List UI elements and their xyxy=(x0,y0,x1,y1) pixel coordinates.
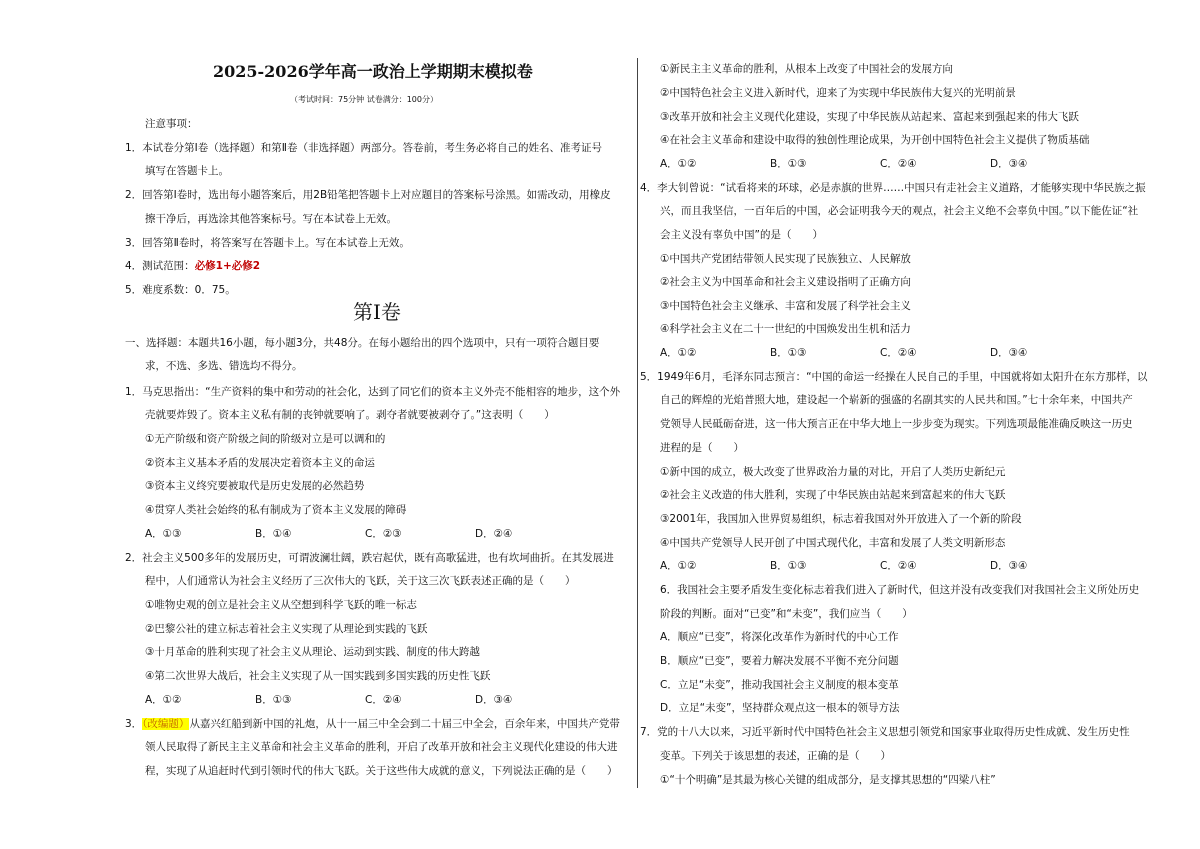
instructions-line: 求，不选、多选、错选均不得分。 xyxy=(145,360,303,372)
notice-line: 填写在答题卡上。 xyxy=(145,165,229,177)
q5-options xyxy=(660,559,1100,573)
q4-stem: 4．李大钊曾说：“试看将来的环球，必是赤旗的世界……中国只有走社会主义道路，才能够实现中华民族之振 xyxy=(640,182,1146,194)
option-d[interactable]: D．③④ xyxy=(990,560,1028,572)
instructions-line: 一、选择题：本题共16小题，每小题3分，共48分。在每小题给出的四个选项中，只有一项符合题目要 xyxy=(125,337,600,349)
q3-item: ①新民主主义革命的胜利，从根本上改变了中国社会的发展方向 xyxy=(660,63,953,75)
q3-item: ②中国特色社会主义进入新时代，迎来了为实现中华民族伟大复兴的光明前景 xyxy=(660,87,1016,99)
q3-stem xyxy=(125,717,620,731)
notice-line: 擦干净后，再选涂其他答案标号。写在本试卷上无效。 xyxy=(145,213,397,225)
q1-item: ③资本主义终究要被取代是历史发展的必然趋势 xyxy=(145,480,365,492)
q5-stem: 5．1949年6月，毛泽东同志预言：“中国的命运一经操在人民自己的手里，中国就将如太阳升在东方那样，以 xyxy=(640,371,1148,383)
option-b[interactable]: B．①③ xyxy=(770,560,807,572)
option-b[interactable]: B．①③ xyxy=(770,158,807,170)
notice-heading: 注意事项： xyxy=(145,118,198,130)
column-divider xyxy=(637,58,638,788)
difficulty: 5．难度系数：0．75。 xyxy=(125,284,236,296)
q2-options xyxy=(145,693,585,707)
q5-item: ④中国共产党领导人民开创了中国式现代化，丰富和发展了人类文明新形态 xyxy=(660,537,1006,549)
notice-line: 1．本试卷分第Ⅰ卷（选择题）和第Ⅱ卷（非选择题）两部分。答卷前，考生务必将自己的姓名、准考证号 xyxy=(125,142,602,154)
q5-item: ②社会主义改造的伟大胜利，实现了中华民族由站起来到富起来的伟大飞跃 xyxy=(660,489,1006,501)
q1-options xyxy=(145,527,585,541)
q2-item: ②巴黎公社的建立标志着社会主义实现了从理论到实践的飞跃 xyxy=(145,623,428,635)
q2-item: ①唯物史观的创立是社会主义从空想到科学飞跃的唯一标志 xyxy=(145,599,417,611)
option-d[interactable]: D．③④ xyxy=(475,694,513,706)
q2-stem: 程中，人们通常认为社会主义经历了三次伟大的飞跃，关于这三次飞跃表述正确的是（ ） xyxy=(145,575,576,587)
q6-stem: 6．我国社会主要矛盾发生变化标志着我们进入了新时代，但这并没有改变我们对我国社会主义所处历史 xyxy=(660,584,1140,596)
option-d[interactable]: D．③④ xyxy=(990,347,1028,359)
option-a[interactable]: A．①② xyxy=(660,560,697,572)
option-c[interactable]: C．②④ xyxy=(880,158,917,170)
q7-stem: 7．党的十八大以来，习近平新时代中国特色社会主义思想引领党和国家事业取得历史性成就、发生历史性 xyxy=(640,726,1130,738)
section-title: 第Ⅰ卷 xyxy=(353,300,401,324)
q7-stem: 变革。下列关于该思想的表述，正确的是（ ） xyxy=(660,750,891,762)
q5-stem: 自己的辉煌的光焰普照大地，建设起一个崭新的强盛的名副其实的人民共和国。”七十余年来，中国共产 xyxy=(660,394,1133,406)
q6-option[interactable]: B．顺应“已变”，要着力解决发展不平衡不充分问题 xyxy=(660,655,899,667)
q6-stem: 阶段的判断。面对“已变”和“未变”，我们应当（ ） xyxy=(660,608,913,620)
q6-option[interactable]: D．立足“未变”，坚持群众观点这一根本的领导方法 xyxy=(660,702,900,714)
q5-item: ①新中国的成立，极大改变了世界政治力量的对比，开启了人类历史新纪元 xyxy=(660,466,1006,478)
q5-item: ③2001年，我国加入世界贸易组织，标志着我国对外开放进入了一个新的阶段 xyxy=(660,513,1022,525)
option-c[interactable]: C．②④ xyxy=(880,560,917,572)
q5-stem: 进程的是（ ） xyxy=(660,442,744,454)
q3-item: ④在社会主义革命和建设中取得的独创性理论成果，为开创中国特色社会主义提供了物质基础 xyxy=(660,134,1090,146)
q4-options xyxy=(660,346,1100,360)
q3-stem: 程，实现了从追赶时代到引领时代的伟大飞跃。关于这些伟大成就的意义，下列说法正确的是（ ） xyxy=(145,765,618,777)
notice-line: 3．回答第Ⅱ卷时，将答案写在答题卡上。写在本试卷上无效。 xyxy=(125,237,410,249)
q1-stem: 壳就要炸毁了。资本主义私有制的丧钟就要响了。剥夺者就要被剥夺了。”这表明（ ） xyxy=(145,409,555,421)
q4-item: ④科学社会主义在二十一世纪的中国焕发出生机和活力 xyxy=(660,323,911,335)
test-scope-label: 4．测试范围： xyxy=(125,260,195,272)
page-title: 2025-2026学年高一政治上学期期末模拟卷 xyxy=(213,62,533,81)
q7-item: ①“十个明确”是其最为核心关键的组成部分，是支撑其思想的“四梁八柱” xyxy=(660,774,996,786)
notice-line: 2．回答第Ⅰ卷时，选出每小题答案后，用2B铅笔把答题卡上对应题目的答案标号涂黑。如需改动，用橡皮 xyxy=(125,189,611,201)
option-a[interactable]: A．①② xyxy=(660,347,697,359)
q3-stem: 领人民取得了新民主主义革命和社会主义革命的胜利，开启了改革开放和社会主义现代化建设的伟大进 xyxy=(145,741,618,753)
q1-item: ②资本主义基本矛盾的发展决定着资本主义的命运 xyxy=(145,457,375,469)
q3-options xyxy=(660,157,1100,171)
option-b[interactable]: B．①④ xyxy=(255,528,292,540)
q3-stem-first: 从嘉兴红船到新中国的礼炮，从十一届三中全会到二十届三中全会，百余年来，中国共产党带 xyxy=(189,718,620,730)
q4-item: ②社会主义为中国革命和社会主义建设指明了正确方向 xyxy=(660,276,911,288)
q4-item: ①中国共产党团结带领人民实现了民族独立、人民解放 xyxy=(660,253,911,265)
q2-item: ④第二次世界大战后，社会主义实现了从一国实践到多国实践的历史性飞跃 xyxy=(145,670,491,682)
option-d[interactable]: D．②④ xyxy=(475,528,513,540)
option-b[interactable]: B．①③ xyxy=(255,694,292,706)
q4-item: ③中国特色社会主义继承、丰富和发展了科学社会主义 xyxy=(660,300,911,312)
q1-item: ④贯穿人类社会始终的私有制成为了资本主义发展的障碍 xyxy=(145,504,407,516)
test-scope xyxy=(125,259,260,273)
q1-stem: 1．马克思指出：“生产资料的集中和劳动的社会化，达到了同它们的资本主义外壳不能相容的地步，这个外 xyxy=(125,386,621,398)
option-b[interactable]: B．①③ xyxy=(770,347,807,359)
option-c[interactable]: C．②④ xyxy=(365,694,402,706)
adapted-tag: （改编题） xyxy=(142,718,190,730)
q6-option[interactable]: C．立足“未变”，推动我国社会主义制度的根本变革 xyxy=(660,679,899,691)
option-a[interactable]: A．①② xyxy=(660,158,697,170)
q2-item: ③十月革命的胜利实现了社会主义从理论、运动到实践、制度的伟大跨越 xyxy=(145,646,480,658)
option-a[interactable]: A．①② xyxy=(145,694,182,706)
q6-option[interactable]: A．顺应“已变”，将深化改革作为新时代的中心工作 xyxy=(660,631,899,643)
q3-item: ③改革开放和社会主义现代化建设，实现了中华民族从站起来、富起来到强起来的伟大飞跃 xyxy=(660,111,1079,123)
q4-stem: 会主义没有辜负中国”的是（ ） xyxy=(660,229,823,241)
q2-stem: 2．社会主义500多年的发展历史，可谓波澜壮阔，跌宕起伏，既有高歌猛进，也有坎坷曲折。在其发展进 xyxy=(125,552,614,564)
option-c[interactable]: C．②④ xyxy=(880,347,917,359)
q3-number: 3． xyxy=(125,718,143,730)
q1-item: ①无产阶级和资产阶级之间的阶级对立是可以调和的 xyxy=(145,433,386,445)
option-a[interactable]: A．①③ xyxy=(145,528,182,540)
option-d[interactable]: D．③④ xyxy=(990,158,1028,170)
test-scope-value: 必修1+必修2 xyxy=(194,260,261,272)
q5-stem: 党领导人民砥砺奋进，这一伟大预言正在中华大地上一步步变为现实。下列选项最能准确反映这一历史 xyxy=(660,418,1133,430)
option-c[interactable]: C．②③ xyxy=(365,528,402,540)
exam-subtitle: （考试时间：75分钟 试卷满分：100分） xyxy=(290,95,438,104)
q4-stem: 兴，而且我坚信，一百年后的中国，必会证明我今天的观点，社会主义绝不会辜负中国。”以下能佐证“社 xyxy=(660,205,1139,217)
